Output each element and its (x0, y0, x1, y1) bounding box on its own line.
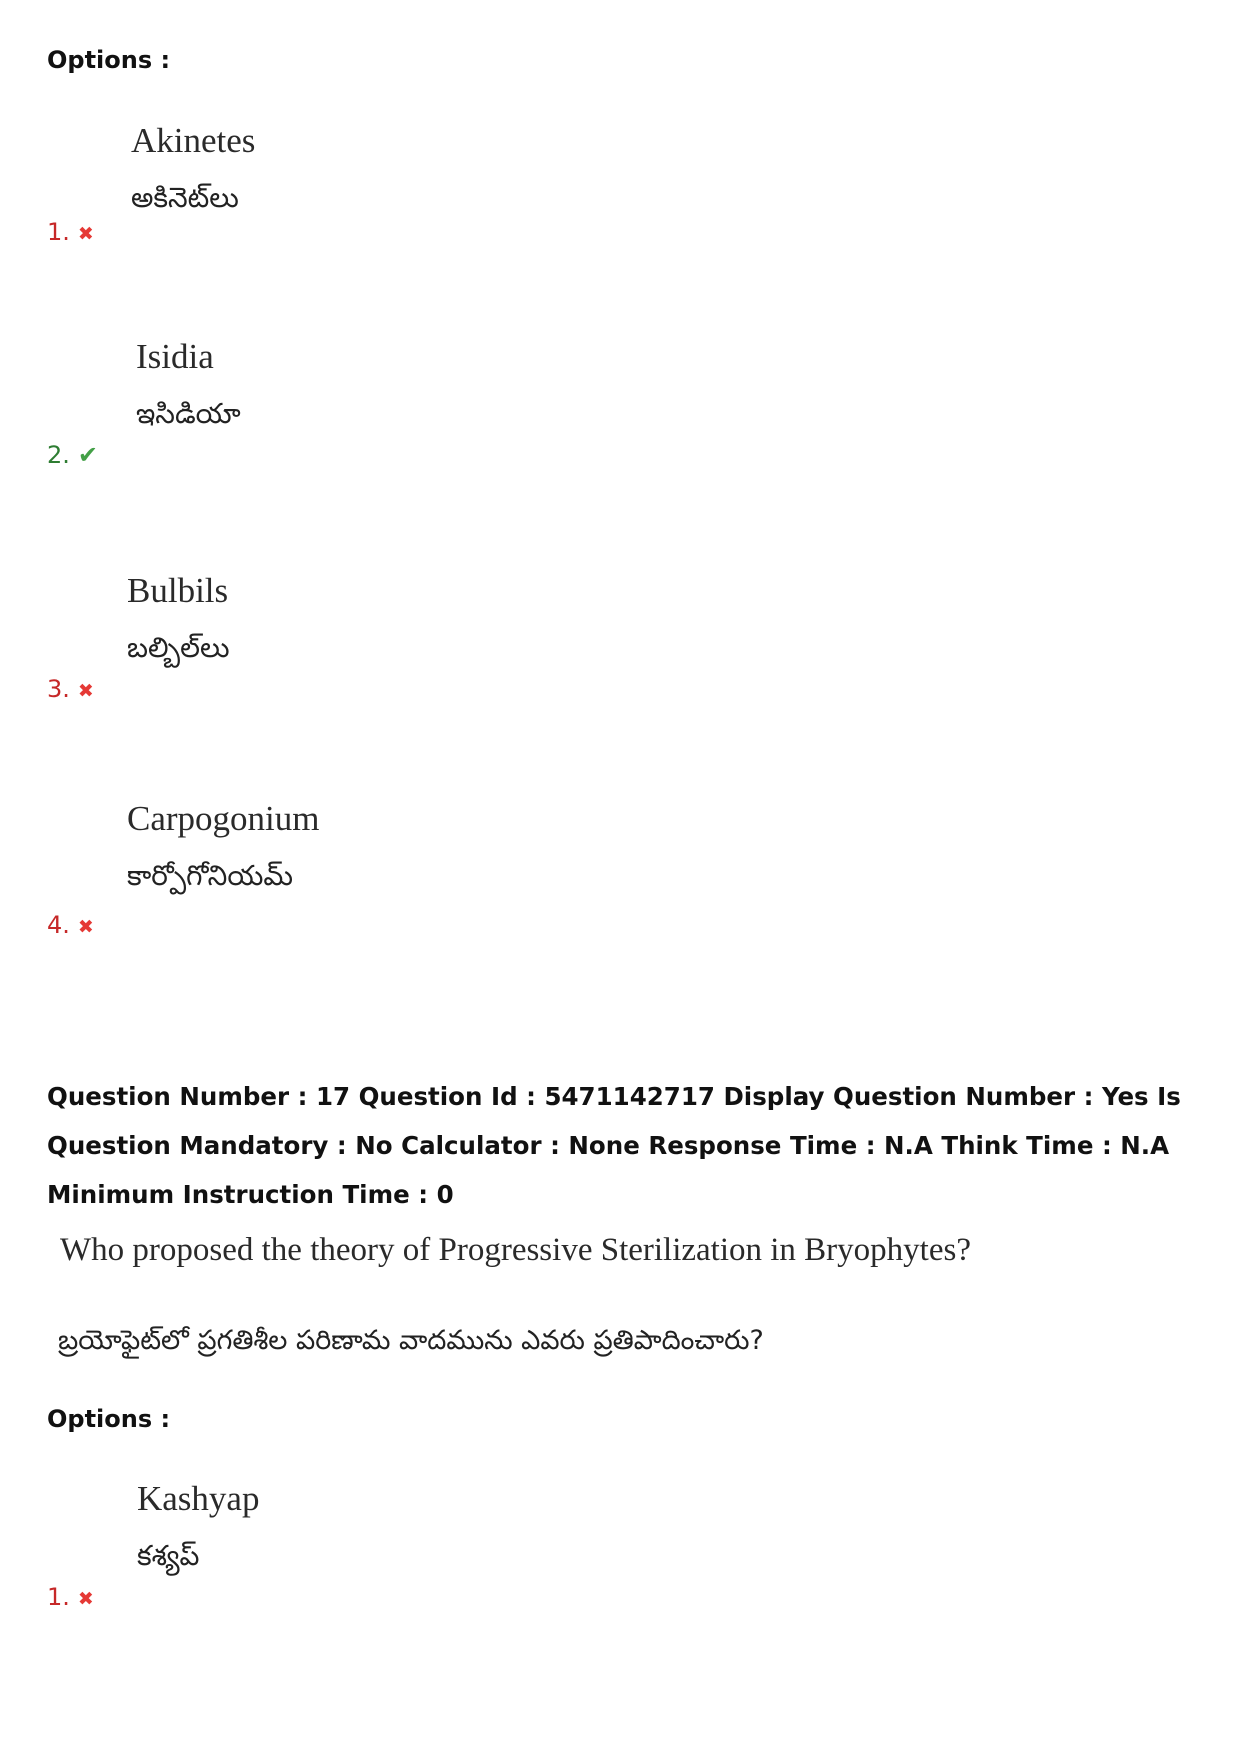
option-text-english: Isidia (136, 337, 214, 376)
cross-icon: ✖ (77, 1588, 94, 1610)
option-text-telugu: బల్బిల్‌లు (127, 631, 230, 664)
option-text-english: Akinetes (131, 121, 256, 160)
option-marker (47, 911, 94, 939)
option-number: 1. (47, 218, 70, 246)
cross-icon: ✖ (77, 916, 94, 938)
option-image (137, 1481, 259, 1570)
option-text-telugu: ఇసిడియా (136, 397, 241, 430)
option-text-english: Kashyap (137, 1479, 260, 1518)
option-number: 2. (47, 441, 70, 469)
option-text-telugu: కశ్యప్ (137, 1539, 200, 1572)
option-text-telugu: అకినెట్‌లు (131, 181, 239, 214)
question-text-english: Who proposed the theory of Progressive Sterilization in Bryophytes? (60, 1232, 971, 1268)
option-text-english: Bulbils (127, 571, 229, 610)
option-text-english: Carpogonium (127, 799, 320, 838)
option-number: 4. (47, 911, 70, 939)
option-image (136, 339, 241, 428)
option-text-telugu: కార్పోగోనియమ్ (127, 859, 293, 892)
options-label: Options : (47, 46, 171, 74)
option-number: 3. (47, 675, 70, 703)
option-marker (47, 441, 98, 469)
options-label: Options : (47, 1405, 171, 1433)
option-marker (47, 218, 94, 246)
option-marker (47, 675, 94, 703)
check-icon: ✔ (77, 441, 99, 469)
option-image (127, 573, 230, 662)
option-image (127, 801, 319, 890)
option-image (131, 123, 255, 212)
option-number: 1. (47, 1583, 70, 1611)
option-marker (47, 1583, 94, 1611)
question-meta: Question Number : 17 Question Id : 5471142717 Display Question Number : Yes Is Question Mandatory : No Calculator : None Response Time : N.A Think Time : N.A Minimum Instruction Time : 0 (47, 1082, 1181, 1209)
cross-icon: ✖ (77, 223, 94, 245)
question-text-telugu: బ్రయోఫైట్‌లో ప్రగతిశీల పరిణామ వాదమును ఎవరు ప్రతిపాదించారు? (58, 1325, 764, 1356)
cross-icon: ✖ (77, 680, 94, 702)
